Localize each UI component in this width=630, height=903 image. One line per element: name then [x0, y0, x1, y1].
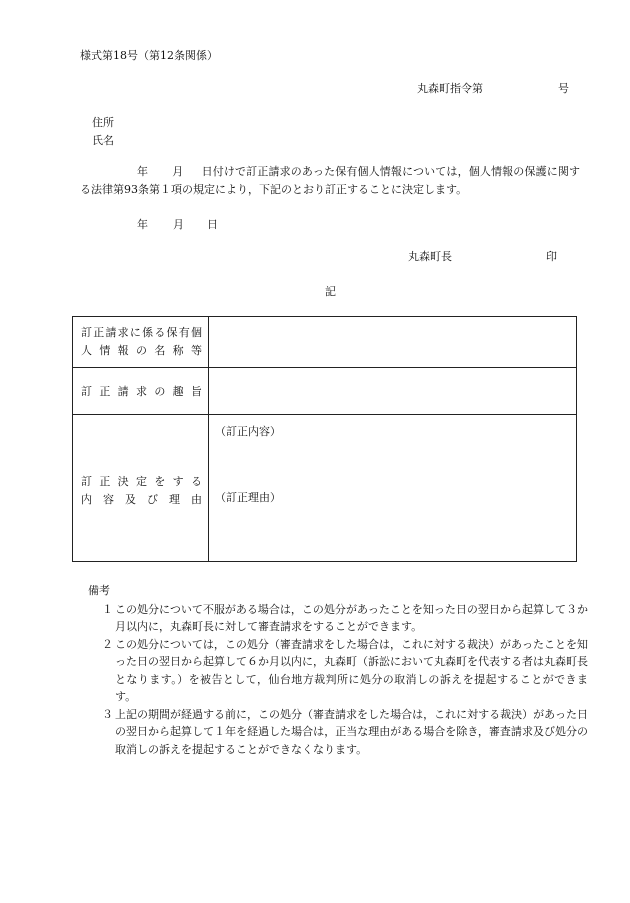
row2-label: 訂正請求の趣旨 — [81, 385, 202, 398]
note-text: この処分については，この処分（審査請求をした場合は，これに対する裁決）があったことを知った日の翌日から起算して６か月以内に，丸森町（訴訟において丸森町を代表する者は丸森町長となります。）を被告として，仙台地方裁判所に処分の取消しの訴えを提起することができます。 — [115, 637, 588, 703]
list-item — [88, 601, 588, 636]
directive-number-prefix: 丸森町指令第 — [417, 82, 483, 95]
note-number: １ — [102, 602, 113, 616]
row3-label-line1: 訂正決定をする — [81, 475, 202, 488]
row1-label-line1: 訂正請求に係る保有個 — [81, 326, 202, 339]
decision-content-value[interactable] — [209, 415, 576, 561]
decision-body — [80, 163, 580, 199]
correction-reason-label: （訂正理由） — [215, 491, 281, 504]
row3-label-line2: 内容及び理由 — [81, 493, 202, 506]
request-purpose-value[interactable] — [209, 368, 576, 415]
address-label: 住所 — [92, 116, 114, 129]
body-month: 月 — [172, 165, 184, 178]
list-item — [88, 636, 588, 706]
date-day: 日 — [207, 218, 218, 231]
body-text: 日付けで訂正請求のあった保有個人情報については，個人情報の保護に関する法律第93条第１項の規定により，下記のとおり訂正することに決定します。 — [80, 165, 581, 196]
seal-mark: 印 — [546, 250, 557, 263]
table-row — [73, 367, 576, 415]
record-name-value[interactable] — [209, 317, 576, 367]
name-label: 氏名 — [92, 134, 114, 147]
note-text: この処分について不服がある場合は，この処分があったことを知った日の翌日から起算して３か月以内に，丸森町長に対して審査請求をすることができます。 — [115, 602, 588, 633]
table-row — [73, 414, 576, 561]
note-text: 上記の期間が経過する前に，この処分（審査請求をした場合は，これに対する裁決）があった日の翌日から起算して１年を経過した場合は，正当な理由がある場合を除き，審査請求及び処分の取消しの訴えを提起することができなくなります。 — [115, 707, 588, 756]
notes-section — [88, 582, 588, 758]
label-cell — [73, 317, 209, 367]
directive-number-suffix: 号 — [558, 82, 569, 95]
ki-heading: 記 — [325, 285, 336, 298]
note-number: ３ — [102, 707, 113, 721]
correction-content-label: （訂正内容） — [215, 425, 281, 438]
label-cell — [73, 368, 209, 415]
notes-title: 備考 — [88, 584, 110, 597]
table-row — [73, 317, 576, 367]
list-item — [88, 706, 588, 759]
row1-label-line2: 人情報の名称等 — [81, 344, 202, 357]
mayor-title: 丸森町長 — [408, 250, 452, 263]
label-cell — [73, 415, 209, 561]
date-month: 月 — [173, 218, 184, 231]
body-year: 年 — [137, 165, 149, 178]
date-year: 年 — [137, 218, 148, 231]
correction-decision-table — [72, 316, 577, 562]
note-number: ２ — [102, 637, 113, 651]
form-number: 様式第18号（第12条関係） — [80, 49, 218, 62]
